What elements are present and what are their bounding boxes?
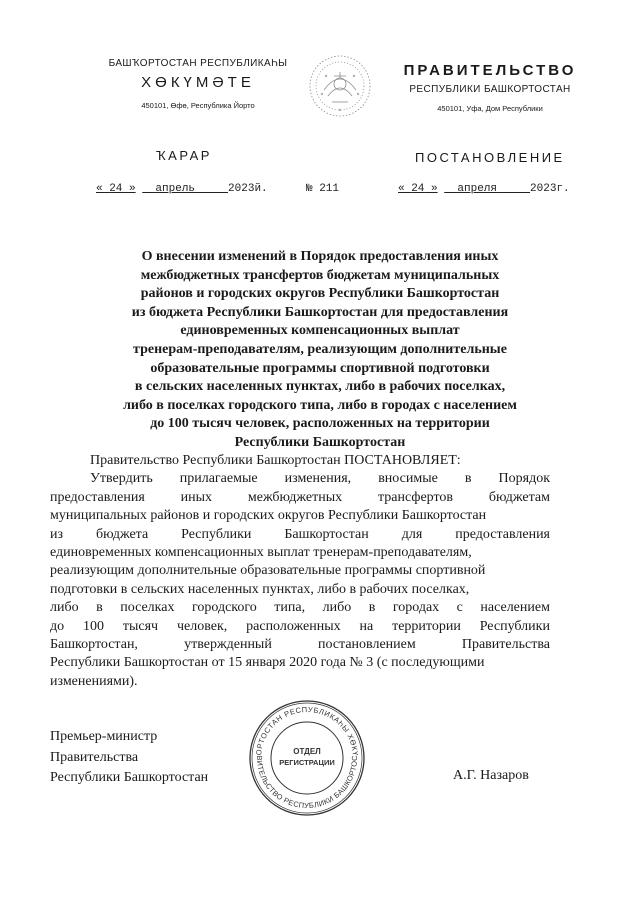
body-word: территории [392,618,461,634]
body-word: городского [191,600,257,616]
body-line [50,544,550,562]
body-last-line: изменениями). [50,673,138,689]
body-line [50,507,550,525]
body-text [50,452,550,691]
body-word: изменения, [284,471,352,487]
body-word: либо [50,600,79,616]
header-left-address: 450101, Өфө, Республика Йорто [141,101,255,110]
date-right-month: апреля [457,183,498,195]
body-word: в [464,471,472,487]
stamp-center-line1: ОТДЕЛ [293,747,321,756]
title-line: единовременных компенсационных выплат [180,323,460,339]
body-word: Республики [181,526,252,542]
date-left-month: апрель [155,183,196,195]
body-line [50,599,550,617]
body-word: бюджетам [488,489,550,505]
body-word: Порядок [498,471,550,487]
body-word: для [401,526,423,542]
body-word: постановлением [317,637,416,653]
body-word: Башкортостан, [50,637,138,653]
body-word: реализующим дополнительные образовательные программы спортивной [50,563,486,579]
date-left: « 24 » апрель 2023й. [96,183,268,195]
date-right-year: 2023г. [530,183,570,195]
body-word: предоставления [50,489,145,505]
body-line [50,489,550,507]
title-line: либо в поселках городского типа, либо в городах с населением [123,397,517,413]
body-word: Правительства [461,637,550,653]
stamp-ring-bottom: ВИТЕЛЬСТВО РЕСПУБЛИКИ БАШКОРТОС [254,755,360,811]
body-word: городах [392,600,440,616]
body-word: на [359,618,374,634]
body-word: подготовки в сельских населенных пунктах, либо в рабочих поселках, [50,581,470,597]
date-left-year: 2023й. [228,183,268,195]
body-word: населением [480,600,550,616]
date-right-day: 24 [411,183,425,195]
header-right-line1: ПРАВИТЕЛЬСТВО [403,62,577,79]
header-left-line1: БАШҠОРТОСТАН РЕСПУБЛИКАҺЫ [108,58,288,69]
body-word: до [50,618,65,634]
registration-stamp [247,698,367,818]
stamp-center-line2: РЕГИСТРАЦИИ [279,758,335,767]
body-word: типа, [274,600,306,616]
body-line [50,526,550,544]
body-word: бюджета [95,526,149,542]
body-line [50,654,550,672]
body-word: утвержденный [184,637,272,653]
body-word: в [368,600,376,616]
body-word: Республики Башкортостан от 15 января 2020 года № 3 (с последующими [50,655,485,671]
body-word: предоставления [455,526,550,542]
body-word: межбюджетных [247,489,343,505]
body-word: трансфертов [378,489,454,505]
signer-name: А.Г. Назаров [453,768,529,783]
date-right: « 24 » апреля 2023г. [398,183,570,195]
body-word: с [456,600,463,616]
body-word: иных [180,489,213,505]
body-word: человек, [176,618,228,634]
date-left-day: 24 [109,183,123,195]
title-line: тренерам-преподавателям, реализующим дополнительные [133,341,507,357]
body-intro: Правительство Республики Башкортостан ПОСТАНОВЛЯЕТ: [90,453,461,468]
header-right-address: 450101, Уфа, Дом Республики [437,104,543,113]
body-word: тысяч [122,618,159,634]
body-line [50,636,550,654]
title-line: Республики Башкортостан [234,434,406,450]
title-line: из бюджета Республики Башкортостан для предоставления [131,304,509,320]
body-word: муниципальных районов и городских округов Республики Башкортостан [50,508,487,524]
body-word: из [50,526,64,542]
body-word: расположенных [246,618,341,634]
body-word: Башкортостан [284,526,369,542]
title-line: межбюджетных трансфертов бюджетам муниципальных [140,267,500,283]
document-kind-left: ҠАРАР [156,148,212,163]
document-number: № 211 [306,183,340,195]
signature-position-line: Правительства [50,749,139,765]
title-line: О внесении изменений в Порядок предоставления иных [141,249,499,264]
signature-position [50,727,208,789]
document-kind-right: ПОСТАНОВЛЕНИЕ [415,150,565,165]
body-word: Республики [479,618,550,634]
body-word: 100 [83,618,104,634]
header-right-line2: РЕСПУБЛИКИ БАШКОРТОСТАН [409,84,571,95]
body-line [50,562,550,580]
stamp-ring-top: ОРТОСТАН РЕСПУБЛИКАҺЫ ХӨКҮ [254,704,360,757]
body-word: прилагаемые [179,471,258,487]
coat-of-arms-icon [302,50,378,122]
title-line: в сельских населенных пунктах, либо в рабочих поселках, [134,379,506,395]
title-line: образовательные программы спортивной подготовки [150,360,490,376]
body-line [50,618,550,636]
title-line: районов и городских округов Республики Башкортостан [140,286,500,302]
body-line [50,581,550,599]
signature-position-line: Премьер-министр [50,729,158,744]
body-word: единовременных компенсационных выплат тренерам-преподавателям, [50,545,472,561]
title-line: до 100 тысяч человек, расположенных на территории [150,416,490,432]
body-word: либо [322,600,352,616]
body-word: вносимые [378,471,438,487]
body-paragraph [50,470,550,672]
body-word: в [96,600,103,616]
document-title [80,248,560,453]
body-word: поселках [120,600,175,616]
signature-position-line: Республики Башкортостан [50,770,209,785]
body-line [50,470,550,488]
header-left-line2: ХӨКҮМӘТЕ [141,74,255,91]
body-word: Утвердить [90,471,153,487]
